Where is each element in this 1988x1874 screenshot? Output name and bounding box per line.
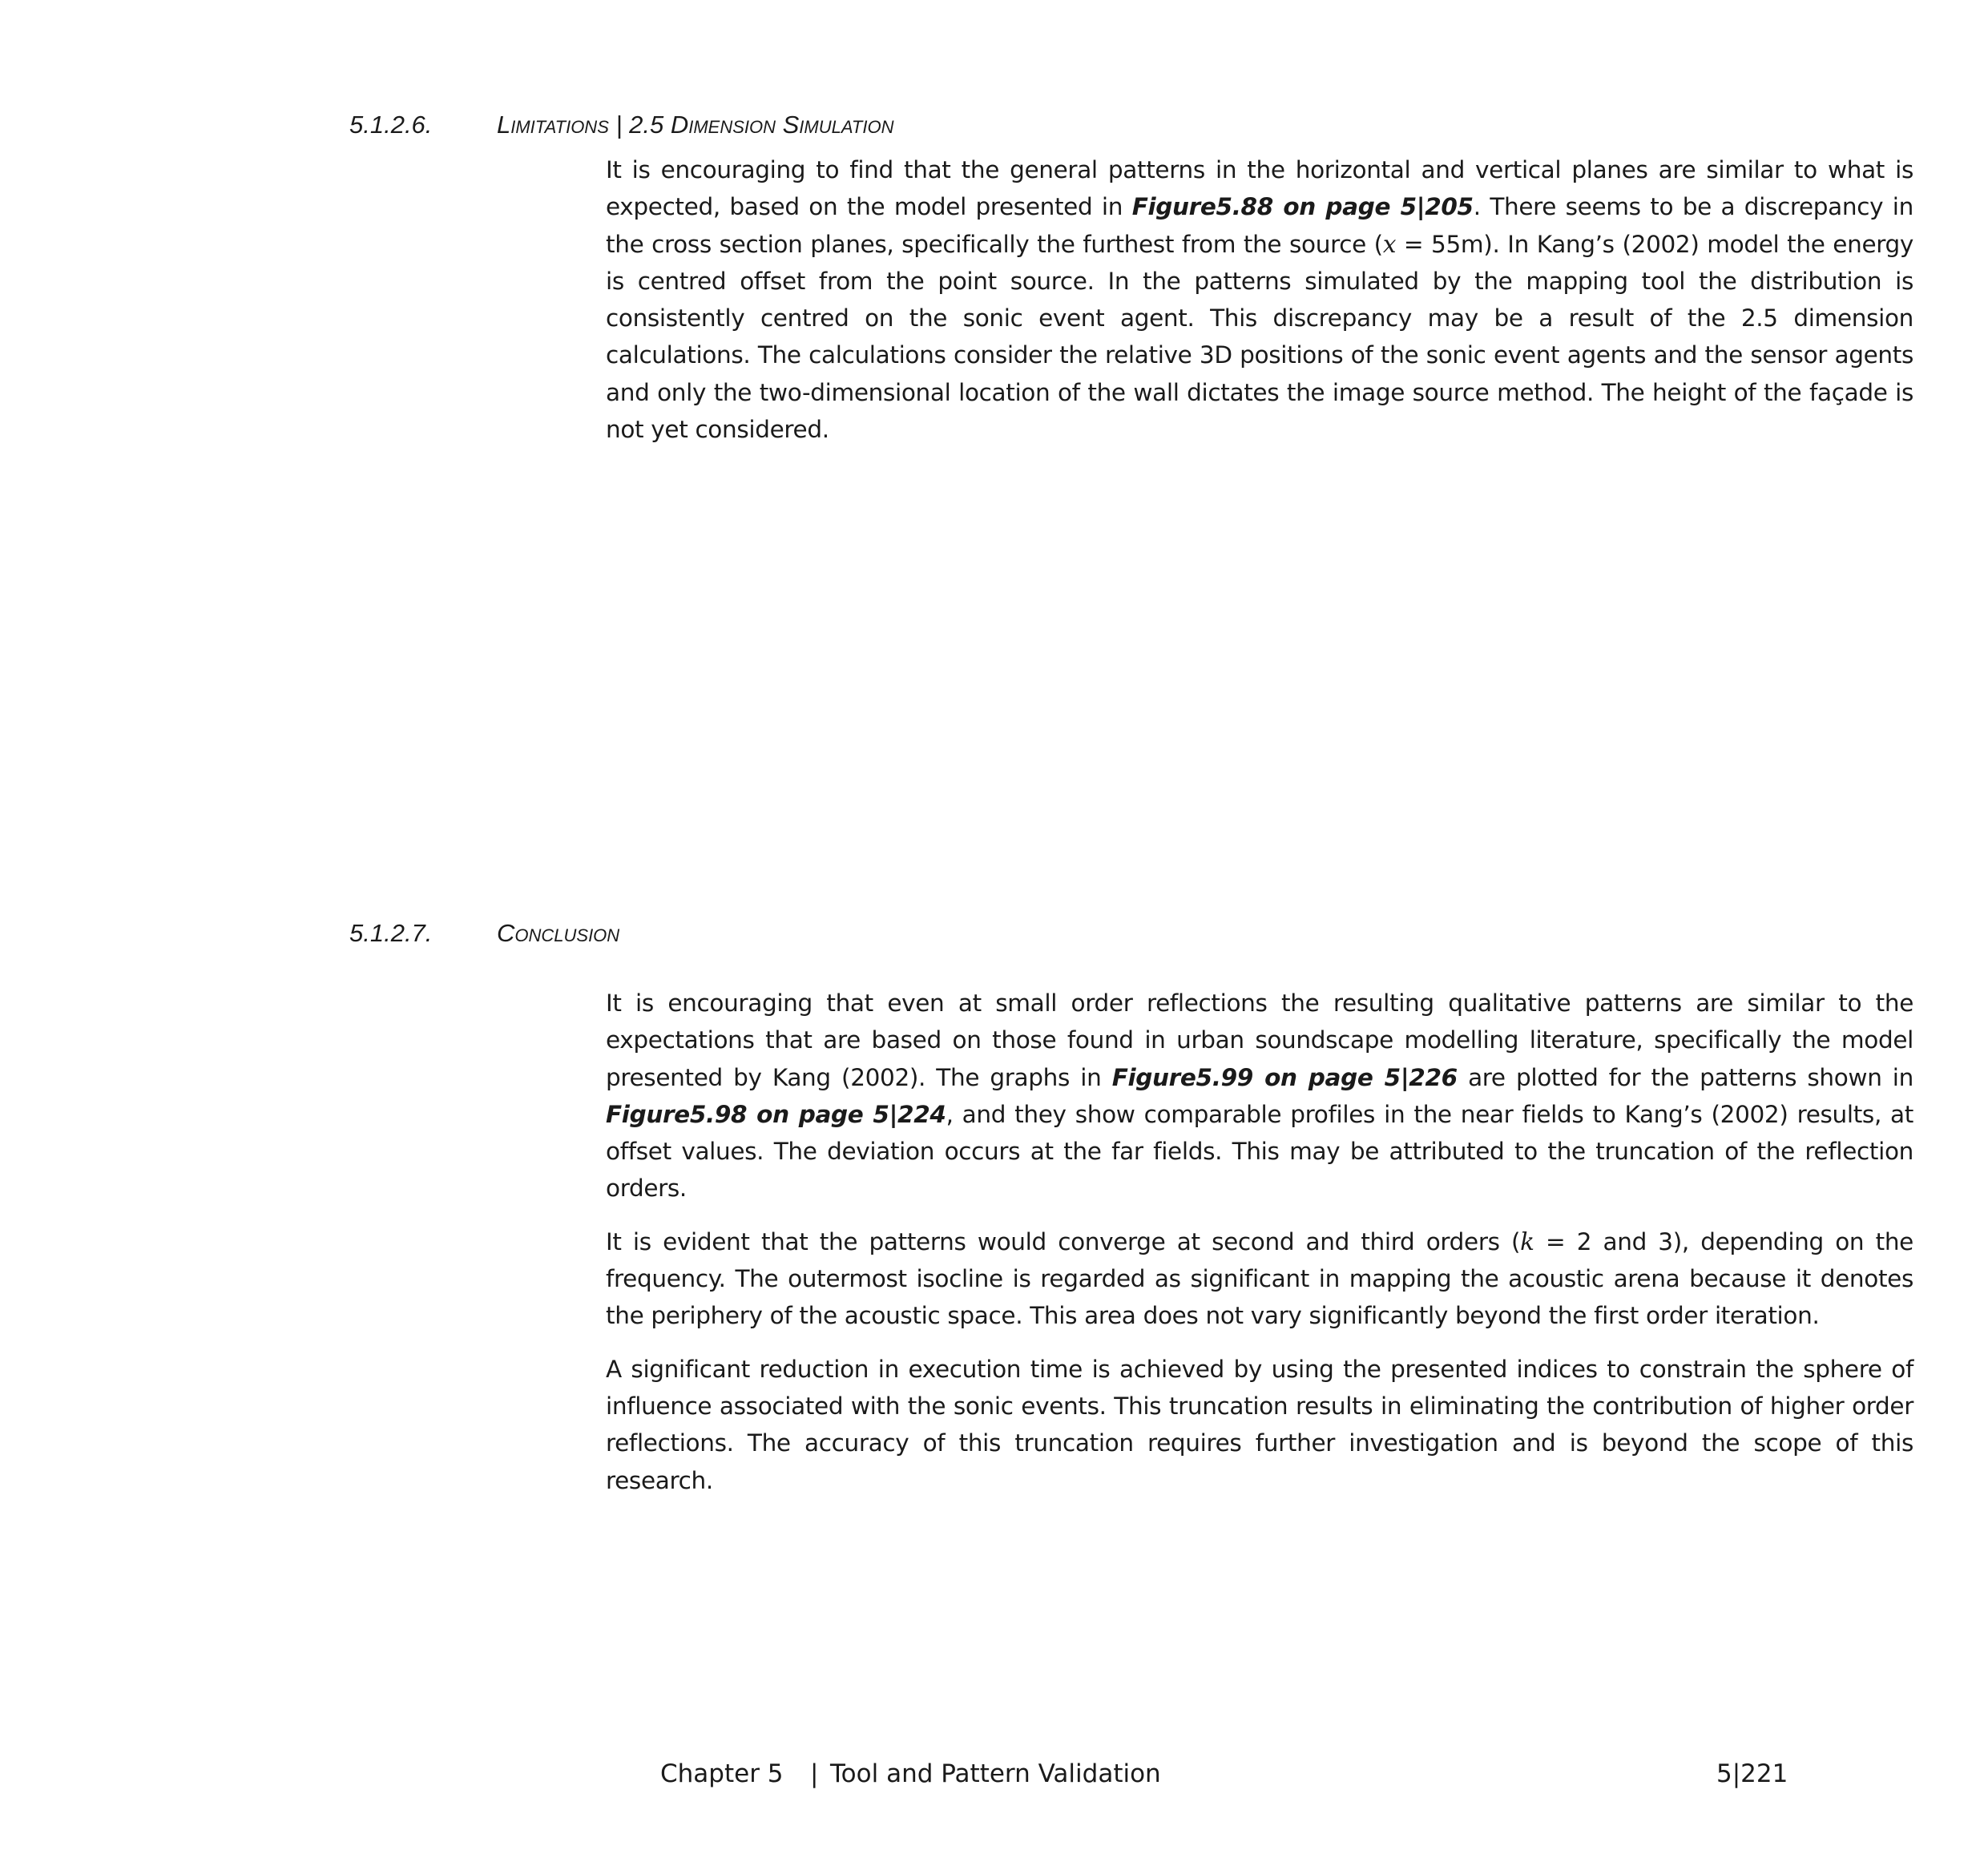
section-number: 5.1.2.6. — [349, 111, 433, 139]
section-body-limitations — [606, 151, 1913, 464]
paragraph: It is encouraging that even at small order reflections the resulting qualitative patterns are similar to the expectations that are based on those found in urban soundscape modelling literature, specifically the model presented by Kang (2002). The graphs in Figure5.99 on page 5|226 are plotted for the patterns shown in Figure5.98 on page 5|224, and they show comparable profiles in the near fields to Kang’s (2002) results, at offset values. The deviation occurs at the far fields. This may be attributed to the truncation of the reflection orders. — [606, 989, 1913, 1203]
footer-separator: | — [810, 1759, 819, 1788]
footer-chapter-title: Tool and Pattern Validation — [830, 1759, 1161, 1788]
math-variable: k — [1520, 1227, 1534, 1255]
section-number: 5.1.2.7. — [349, 919, 433, 947]
section-heading-conclusion — [349, 919, 619, 948]
math-variable: x — [1382, 230, 1397, 258]
section-title: Limitations | 2.5 Dimension Simulation — [497, 111, 894, 139]
section-heading-limitations — [349, 111, 893, 139]
paragraph: A significant reduction in execution time is achieved by using the presented indices to constrain the sphere of influence associated with the sonic events. This truncation results in eliminating the contribution of higher order reflections. The accuracy of this truncation requires further investigation and is beyond the scope of this research. — [606, 1355, 1913, 1494]
paragraph: It is encouraging to find that the general patterns in the horizontal and vertical planes are similar to what is expected, based on the model presented in Figure5.88 on page 5|205. There seems to be a discrepancy in the cross section planes, specifically the furthest from the source (x = 55m). In Kang’s (2002) model the energy is centred offset from the point source. In the patterns simulated by the mapping tool the distribution is consistently centred on the sonic event agent. This discrepancy may be a result of the 2.5 dimension calculations. The calculations consider the relative 3D positions of the sonic event agents and the sensor agents and only the two-dimensional location of the wall dictates the image source method. The height of the façade is not yet considered. — [606, 156, 1913, 444]
paragraph: It is evident that the patterns would converge at second and third orders (k = 2 and 3), depending on the frequency. The outermost isocline is regarded as significant in mapping the acoustic arena because it denotes the periphery of the acoustic space. This area does not vary significantly beyond the first order iteration. — [606, 1227, 1913, 1330]
figure-reference-link[interactable]: Figure5.99 on page 5|226 — [1111, 1063, 1458, 1091]
section-body-conclusion — [606, 985, 1913, 1515]
section-title: Conclusion — [497, 919, 620, 947]
footer-chapter — [660, 1759, 784, 1788]
figure-reference-link[interactable]: Figure5.98 on page 5|224 — [606, 1100, 946, 1128]
footer-page-number: 5|221 — [1716, 1759, 1788, 1788]
footer-chapter-label: Chapter 5 — [660, 1759, 784, 1788]
figure-reference-link[interactable]: Figure5.88 on page 5|205 — [1131, 193, 1474, 221]
